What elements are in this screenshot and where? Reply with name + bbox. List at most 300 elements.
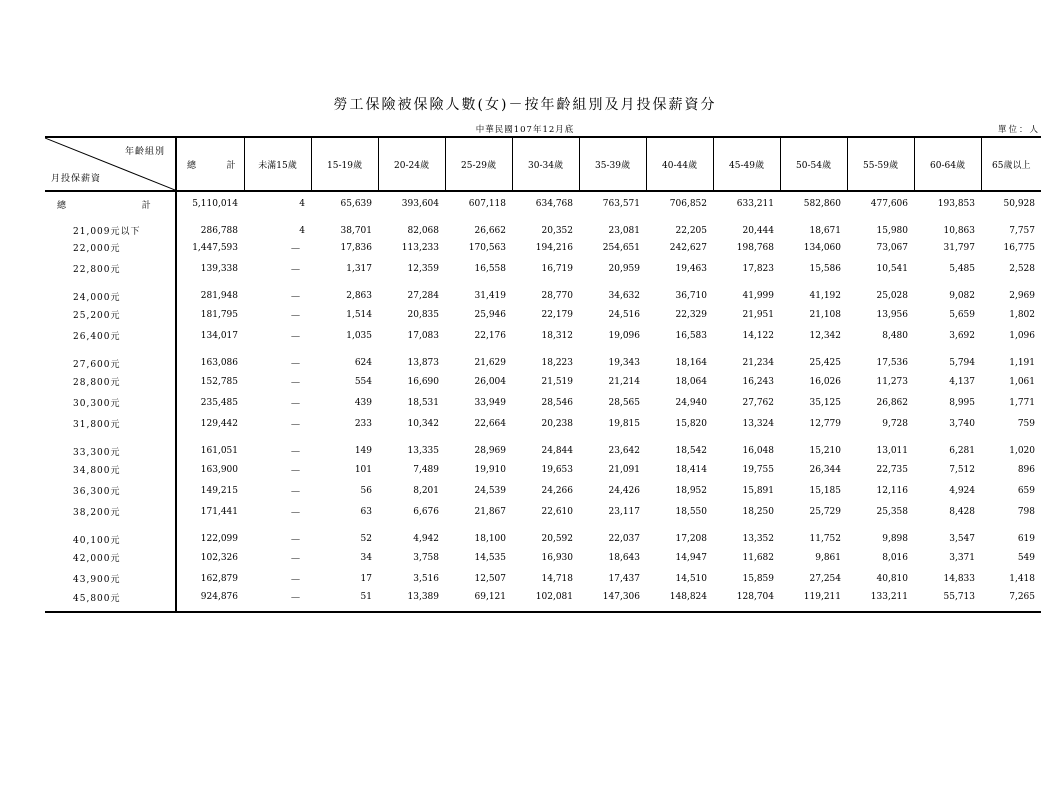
table-cell: 148,824	[646, 589, 713, 612]
table-cell: 12,342	[809, 330, 841, 341]
table-title: 勞工保險被保險人數(女)－按年齡組別及月投保薪資分	[333, 97, 717, 113]
table-cell: －	[290, 241, 301, 255]
table-cell: 18,100	[474, 534, 506, 544]
grand-total-value: 582,860	[803, 199, 841, 209]
table-header	[45, 137, 1041, 191]
header-total-left: 總	[187, 160, 197, 171]
table-cell: 11,752	[809, 534, 841, 544]
table-cell: 18,414	[675, 464, 707, 475]
table-cell: 152,785	[176, 371, 244, 392]
salary-bracket-label: 38,200元	[73, 508, 121, 518]
table-cell: －	[290, 357, 301, 370]
table-cell: 18,550	[675, 506, 707, 517]
table-row	[45, 392, 1041, 413]
table-cell: －	[290, 375, 301, 389]
table-cell: 22,329	[675, 309, 707, 320]
header-age-group-label: 年齡組別	[124, 147, 165, 157]
grand-total-value: 706,852	[669, 199, 707, 209]
grand-total-value: 4	[299, 199, 305, 209]
table-row	[45, 237, 1041, 258]
table-cell: －	[290, 396, 301, 410]
table-cell: 23,642	[608, 446, 640, 456]
header-age-group: 55-59歲	[847, 137, 914, 191]
table-cell: －	[290, 262, 301, 276]
table-cell: 133,211	[847, 589, 914, 612]
table-cell: 13,324	[742, 418, 774, 429]
table-cell: 4,942	[413, 534, 439, 544]
table-cell: 17,208	[675, 534, 707, 544]
table-body	[45, 191, 1041, 612]
table-cell: 15,859	[742, 573, 774, 584]
grand-total-value: 607,118	[468, 199, 506, 209]
table-cell: 149,215	[176, 480, 244, 501]
table-row	[45, 501, 1041, 522]
table-cell: 624	[354, 358, 372, 368]
table-cell: 9,728	[882, 418, 908, 429]
table-cell: 170,563	[468, 242, 506, 253]
table-cell: 2,528	[1009, 263, 1035, 274]
table-cell: 8,995	[949, 397, 975, 408]
table-cell: －	[290, 417, 301, 431]
table-cell: 14,535	[474, 552, 506, 563]
table-cell: 19,815	[608, 418, 640, 429]
table-cell: 759	[1017, 418, 1035, 429]
grand-total-value: 477,606	[870, 199, 908, 209]
table-cell: 549	[1017, 552, 1035, 563]
insured-persons-table	[45, 136, 1041, 613]
unit-label: 單位：人	[997, 125, 1040, 135]
table-row	[45, 434, 1041, 459]
table-cell: 21,214	[608, 376, 640, 387]
salary-bracket-label: 24,000元	[73, 292, 121, 303]
table-cell: 24,516	[608, 309, 640, 320]
table-cell: 38,701	[340, 225, 372, 236]
table-cell: 82,068	[407, 225, 439, 236]
header-total-right: 計	[226, 160, 236, 171]
table-cell: －	[290, 484, 301, 498]
table-row	[45, 522, 1041, 547]
table-cell: 27,762	[742, 397, 774, 408]
table-cell: 26,862	[876, 397, 908, 408]
table-cell: 3,516	[413, 573, 439, 584]
table-cell: 20,959	[608, 263, 640, 274]
table-cell: 13,389	[378, 589, 445, 612]
salary-bracket-label: 43,900元	[73, 575, 121, 585]
table-cell: 233	[354, 418, 372, 429]
table-cell: 5,485	[949, 263, 975, 274]
table-cell: 5,794	[949, 358, 975, 368]
salary-bracket-label: 21,009元以下	[73, 227, 141, 237]
table-cell: 17,083	[407, 330, 439, 341]
table-cell: －	[244, 589, 311, 612]
salary-bracket-label: 34,800元	[73, 466, 121, 476]
table-row	[45, 371, 1041, 392]
table-cell: 102,326	[176, 547, 244, 568]
header-salary-label: 月投保薪資	[51, 174, 102, 184]
table-cell: 18,164	[675, 358, 707, 368]
table-cell: 20,444	[742, 225, 774, 236]
table-cell: 8,201	[413, 485, 439, 496]
table-cell: 55,713	[914, 589, 981, 612]
table-row	[45, 480, 1041, 501]
grand-total-label-right: 計	[141, 200, 151, 211]
table-cell: 1,035	[346, 330, 372, 341]
table-cell: 26,344	[809, 464, 841, 475]
table-cell: 17,836	[340, 242, 372, 253]
table-cell: 27,254	[809, 573, 841, 584]
table-cell: 281,948	[176, 279, 244, 304]
header-age-group: 65歲以上	[981, 137, 1041, 191]
table-cell: 21,091	[608, 464, 640, 475]
table-cell: 3,692	[949, 330, 975, 341]
table-cell: 18,064	[675, 376, 707, 387]
table-cell: 17	[360, 573, 372, 584]
salary-bracket-label: 30,300元	[73, 399, 121, 409]
table-cell: 12,359	[407, 263, 439, 274]
table-cell: 254,651	[602, 242, 640, 253]
table-cell: 24,940	[675, 397, 707, 408]
table-cell: 163,900	[176, 459, 244, 480]
table-cell: 19,755	[742, 464, 774, 475]
table-cell: －	[290, 329, 301, 343]
table-cell: 22,037	[608, 534, 640, 544]
table-cell: 18,542	[675, 446, 707, 456]
table-cell: 18,952	[675, 485, 707, 496]
table-cell: 9,861	[815, 552, 841, 563]
table-cell: 134,060	[803, 242, 841, 253]
table-cell: 181,795	[176, 304, 244, 325]
table-cell: 24,266	[541, 485, 573, 496]
table-cell: 439	[354, 397, 372, 408]
table-cell: 1,418	[1009, 573, 1035, 584]
table-cell: 17,437	[608, 573, 640, 584]
table-cell: 22,610	[541, 506, 573, 517]
table-cell: 19,343	[608, 358, 640, 368]
table-cell: 619	[1017, 534, 1035, 544]
header-corner-cell	[45, 137, 176, 191]
table-cell: 102,081	[512, 589, 579, 612]
header-age-group: 20-24歲	[378, 137, 445, 191]
table-cell: 10,342	[407, 418, 439, 429]
table-cell: 16,775	[1003, 242, 1035, 253]
table-row	[45, 212, 1041, 237]
table-cell: 896	[1017, 464, 1035, 475]
table-cell: 51	[311, 589, 378, 612]
grand-total-value: 193,853	[937, 199, 975, 209]
table-cell: 16,243	[742, 376, 774, 387]
table-cell: 8,428	[949, 506, 975, 517]
table-cell: 1,061	[1009, 376, 1035, 387]
table-cell: 2,969	[1009, 291, 1035, 301]
table-row	[45, 304, 1041, 325]
salary-bracket-label: 28,800元	[73, 378, 121, 388]
table-cell: 13,335	[407, 446, 439, 456]
table-cell: 18,531	[407, 397, 439, 408]
table-cell: 7,757	[1009, 225, 1035, 236]
salary-bracket-label: 22,800元	[73, 265, 121, 275]
table-cell: 24,844	[541, 446, 573, 456]
grand-total-value: 393,604	[401, 199, 439, 209]
table-cell: 16,690	[407, 376, 439, 387]
table-cell: 798	[1017, 506, 1035, 517]
salary-bracket-label: 42,000元	[73, 554, 121, 564]
table-cell: 41,999	[742, 291, 774, 301]
table-cell: 14,833	[943, 573, 975, 584]
table-cell: 22,735	[876, 464, 908, 475]
table-row	[45, 459, 1041, 480]
table-cell: 63	[360, 506, 372, 517]
table-cell: 1,096	[1009, 330, 1035, 341]
table-cell: 20,238	[541, 418, 573, 429]
table-cell: 19,096	[608, 330, 640, 341]
table-cell: 31,419	[474, 291, 506, 301]
grand-total-value: 50,928	[1003, 199, 1035, 209]
table-cell: 8,016	[882, 552, 908, 563]
table-cell: 31,797	[943, 242, 975, 253]
table-cell: 28,546	[541, 397, 573, 408]
table-cell: 17,823	[742, 263, 774, 274]
table-cell: 33,949	[474, 397, 506, 408]
table-cell: 22,664	[474, 418, 506, 429]
table-cell: 16,026	[809, 376, 841, 387]
table-cell: 3,740	[949, 418, 975, 429]
table-cell: 5,659	[949, 309, 975, 320]
grand-total-value: 65,639	[340, 199, 372, 209]
table-cell: 6,281	[949, 446, 975, 456]
table-cell: 12,116	[876, 485, 908, 496]
table-cell: 1,802	[1009, 309, 1035, 320]
table-cell: 14,510	[675, 573, 707, 584]
table-row	[45, 568, 1041, 589]
header-age-group: 30-34歲	[512, 137, 579, 191]
table-cell: 3,371	[949, 552, 975, 563]
table-row	[45, 279, 1041, 304]
table-cell: 28,770	[541, 291, 573, 301]
salary-bracket-label: 31,800元	[73, 420, 121, 430]
table-date: 中華民國107年12月底	[475, 125, 575, 135]
table-cell: 23,117	[608, 506, 640, 517]
table-cell: 22,179	[541, 309, 573, 320]
grand-total-value: 634,768	[535, 199, 573, 209]
table-cell: 9,898	[882, 534, 908, 544]
salary-bracket-label: 36,300元	[73, 487, 121, 497]
table-cell: －	[290, 572, 301, 586]
grand-total-label-left: 總	[57, 200, 67, 211]
table-cell: 24,426	[608, 485, 640, 496]
table-cell: 19,653	[541, 464, 573, 475]
grand-total-row	[45, 191, 1041, 212]
table-row	[45, 346, 1041, 371]
table-cell: 198,768	[736, 242, 774, 253]
table-cell: 13,011	[876, 446, 908, 456]
table-cell: 163,086	[176, 346, 244, 371]
table-cell: 35,125	[809, 397, 841, 408]
table-cell: 122,099	[176, 522, 244, 547]
table-cell: 8,480	[882, 330, 908, 341]
table-cell: 18,223	[541, 358, 573, 368]
table-cell: 11,682	[742, 552, 774, 563]
header-age-group: 40-44歲	[646, 137, 713, 191]
table-cell: 1,447,593	[176, 237, 244, 258]
table-cell: 36,710	[675, 291, 707, 301]
table-cell: 7,265	[981, 589, 1041, 612]
table-cell: 24,539	[474, 485, 506, 496]
table-cell: 12,779	[809, 418, 841, 429]
table-cell: 21,108	[809, 309, 841, 320]
table-cell: －	[290, 308, 301, 322]
table-cell: 4	[299, 225, 305, 236]
table-cell: 1,771	[1009, 397, 1035, 408]
table-cell: 7,489	[413, 464, 439, 475]
table-cell: －	[290, 290, 301, 303]
header-age-group: 未滿15歲	[244, 137, 311, 191]
table-cell: 22,176	[474, 330, 506, 341]
table-cell: 21,629	[474, 358, 506, 368]
table-cell: 14,947	[675, 552, 707, 563]
table-cell: 15,586	[809, 263, 841, 274]
table-cell: 924,876	[176, 589, 244, 612]
table-cell: 129,442	[176, 413, 244, 434]
table-cell: 9,082	[949, 291, 975, 301]
table-cell: 171,441	[176, 501, 244, 522]
table-cell: 21,867	[474, 506, 506, 517]
table-cell: 15,891	[742, 485, 774, 496]
salary-bracket-label: 27,600元	[73, 359, 121, 370]
table-cell: 15,980	[876, 225, 908, 236]
table-cell: －	[290, 533, 301, 546]
salary-bracket-label: 22,000元	[73, 244, 121, 254]
table-cell: 1,020	[1009, 446, 1035, 456]
table-cell: 286,788	[176, 212, 244, 237]
table-cell: 18,250	[742, 506, 774, 517]
table-cell: 56	[360, 485, 372, 496]
table-cell: 12,507	[474, 573, 506, 584]
table-cell: 21,951	[742, 309, 774, 320]
table-cell: 119,211	[780, 589, 847, 612]
table-cell: 20,352	[541, 225, 573, 236]
table-cell: 25,946	[474, 309, 506, 320]
salary-bracket-label: 25,200元	[73, 311, 121, 321]
table-row	[45, 413, 1041, 434]
table-row	[45, 589, 1041, 612]
table-cell: 1,317	[346, 263, 372, 274]
table-cell: 113,233	[401, 242, 439, 253]
table-cell: 16,558	[474, 263, 506, 274]
grand-total-value: 763,571	[602, 199, 640, 209]
header-age-group: 50-54歲	[780, 137, 847, 191]
table-cell: 28,969	[474, 446, 506, 456]
table-cell: 14,718	[541, 573, 573, 584]
table-cell: 17,536	[876, 358, 908, 368]
header-total	[176, 137, 244, 191]
table-cell: 16,930	[541, 552, 573, 563]
salary-bracket-label: 40,100元	[73, 535, 121, 546]
table-cell: －	[290, 505, 301, 519]
table-cell: 15,820	[675, 418, 707, 429]
table-cell: 15,185	[809, 485, 841, 496]
salary-bracket-label: 45,800元	[45, 589, 176, 612]
grand-total-label	[45, 191, 176, 212]
table-cell: 11,273	[876, 376, 908, 387]
table-cell: 134,017	[176, 325, 244, 346]
table-cell: 52	[360, 534, 372, 544]
table-cell: 3,547	[949, 534, 975, 544]
table-cell: 27,284	[407, 291, 439, 301]
table-cell: 21,234	[742, 358, 774, 368]
table-cell: 659	[1017, 485, 1035, 496]
table-row	[45, 325, 1041, 346]
table-cell: 14,122	[742, 330, 774, 341]
table-cell: 40,810	[876, 573, 908, 584]
table-cell: 34,632	[608, 291, 640, 301]
table-cell: 242,627	[669, 242, 707, 253]
salary-bracket-label: 26,400元	[73, 332, 121, 342]
header-age-group: 25-29歲	[445, 137, 512, 191]
table-cell: 161,051	[176, 434, 244, 459]
table-cell: 162,879	[176, 568, 244, 589]
table-cell: 147,306	[579, 589, 646, 612]
table-cell: 139,338	[176, 258, 244, 279]
table-cell: 149	[354, 446, 372, 456]
header-age-group: 45-49歲	[713, 137, 780, 191]
table-cell: 13,956	[876, 309, 908, 320]
table-cell: 19,463	[675, 263, 707, 274]
table-cell: 194,216	[535, 242, 573, 253]
table-cell: 18,643	[608, 552, 640, 563]
table-cell: 25,358	[876, 506, 908, 517]
table-cell: 34	[360, 552, 372, 563]
table-cell: 23,081	[608, 225, 640, 236]
table-cell: 28,565	[608, 397, 640, 408]
grand-total-value: 633,211	[736, 199, 774, 209]
table-cell: 128,704	[713, 589, 780, 612]
table-cell: 19,910	[474, 464, 506, 475]
table-cell: 16,048	[742, 446, 774, 456]
table-cell: 13,352	[742, 534, 774, 544]
table-cell: 26,004	[474, 376, 506, 387]
table-cell: 10,541	[876, 263, 908, 274]
table-cell: －	[290, 551, 301, 565]
table-cell: －	[290, 463, 301, 477]
table-cell: 26,662	[474, 225, 506, 236]
table-cell: 18,671	[809, 225, 841, 236]
table-cell: 15,210	[809, 446, 841, 456]
table-cell: 22,205	[675, 225, 707, 236]
table-cell: 21,519	[541, 376, 573, 387]
table-cell: 16,719	[541, 263, 573, 274]
table-cell: 73,067	[876, 242, 908, 253]
table-cell: 6,676	[413, 506, 439, 517]
table-cell: 25,729	[809, 506, 841, 517]
table-cell: 101	[354, 464, 372, 475]
grand-total-value: 5,110,014	[176, 191, 244, 212]
table-cell: 41,192	[809, 291, 841, 301]
table-cell: 554	[354, 376, 372, 387]
table-cell: 20,835	[407, 309, 439, 320]
header-age-group: 60-64歲	[914, 137, 981, 191]
table-cell: －	[290, 445, 301, 458]
table-cell: 4,924	[949, 485, 975, 496]
table-cell: 1,191	[1009, 358, 1035, 368]
table-cell: 4,137	[949, 376, 975, 387]
salary-bracket-label: 33,300元	[73, 447, 121, 458]
table-cell: 20,592	[541, 534, 573, 544]
header-age-group: 15-19歲	[311, 137, 378, 191]
header-age-group: 35-39歲	[579, 137, 646, 191]
table-row	[45, 547, 1041, 568]
table-cell: 3,758	[413, 552, 439, 563]
table-cell: 7,512	[949, 464, 975, 475]
